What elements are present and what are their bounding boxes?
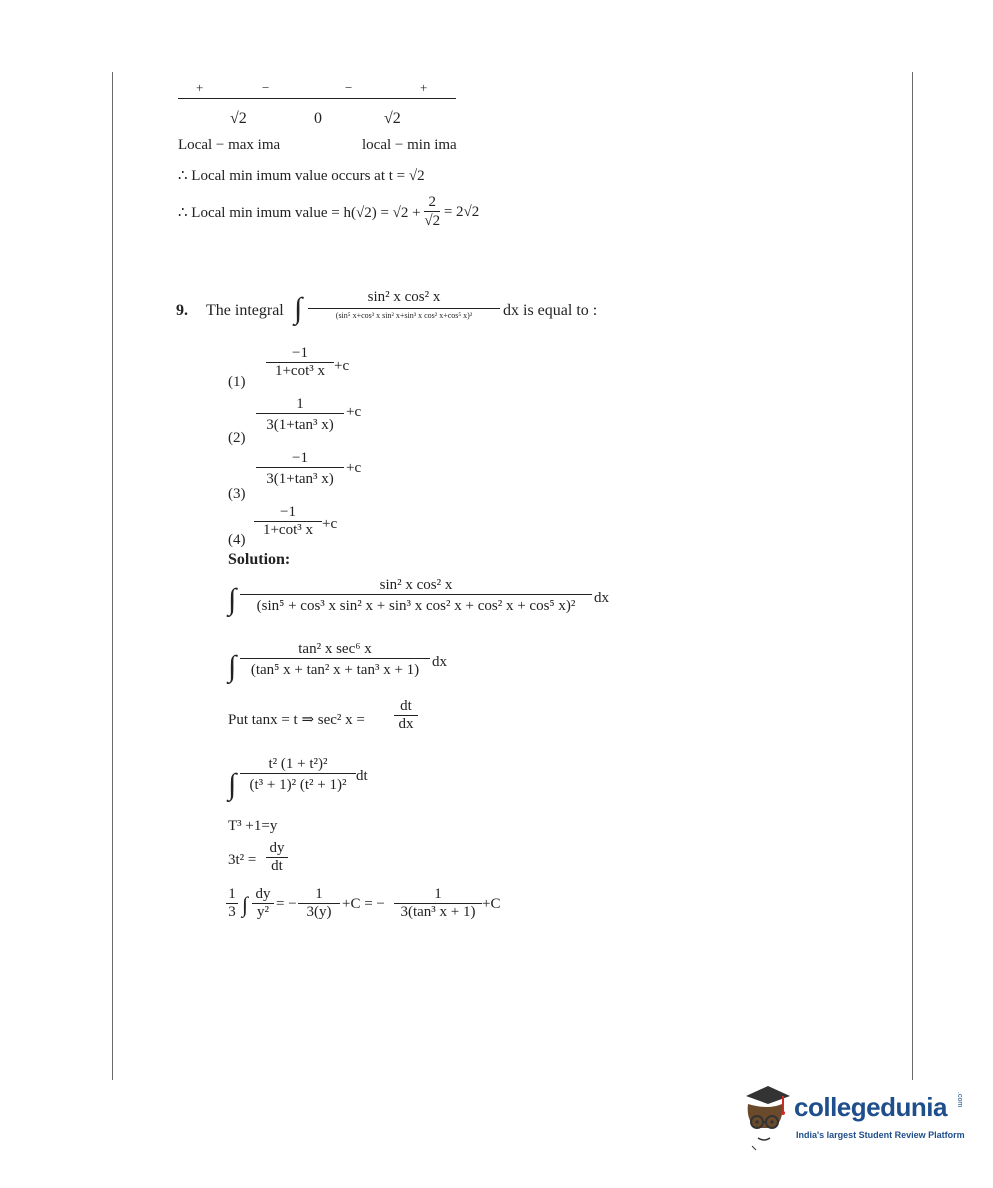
graduate-mascot-icon: [738, 1082, 792, 1152]
question-text: The integral: [206, 302, 284, 319]
step-1-fraction: [240, 577, 592, 615]
option-1-label: (1): [228, 374, 246, 390]
step-3-num: t² (1 + t²)²: [268, 756, 328, 772]
option-4-tail: +c: [322, 516, 338, 532]
number-line: [178, 98, 456, 99]
step-2-fraction: [240, 641, 430, 679]
dt-dx-fraction: [394, 698, 418, 733]
left-margin-line: [112, 72, 113, 1080]
step-2-num: tan² x sec⁶ x: [298, 641, 372, 657]
option-3-tail: +c: [346, 460, 362, 476]
one-over-3y-fraction: [298, 886, 340, 921]
frac1-den: 3(y): [298, 903, 340, 921]
frac2-den: 3(tan³ x + 1): [394, 903, 482, 921]
option-4-fraction: [254, 504, 322, 539]
dx-den: dx: [394, 715, 418, 733]
option-3-num: −1: [292, 450, 308, 466]
label-local-minima: local − min ima: [362, 137, 457, 153]
option-4-num: −1: [280, 504, 296, 520]
right-margin-line: [912, 72, 913, 1080]
sign-2: −: [262, 80, 270, 95]
coef-num: 1: [228, 886, 236, 902]
option-1-tail: +c: [334, 358, 350, 374]
frac2-num: 1: [434, 886, 442, 902]
integrand-numerator: sin² x cos² x: [367, 289, 441, 305]
integral-sign: ∫: [294, 292, 303, 325]
integrand-denominator: (sin⁵ x+cos³ x sin² x+sin³ x cos² x+cos⁵ x)²: [308, 308, 500, 320]
derivative-lhs: 3t² =: [228, 852, 257, 868]
question-text-after: dx is equal to :: [503, 302, 598, 319]
step-2-dx: dx: [432, 654, 447, 670]
collegedunia-logo[interactable]: [738, 1082, 968, 1152]
option-3-label: (3): [228, 486, 246, 502]
step-3-dt: dt: [356, 768, 368, 784]
frac1-num: 1: [315, 886, 323, 902]
one-third-fraction: [226, 886, 238, 921]
dy-y2-num: dy: [255, 886, 271, 902]
option-1-den: 1+cot³ x: [266, 362, 334, 380]
step-1-den: (sin⁵ + cos³ x sin² x + sin³ x cos² x + cos² x + cos⁵ x)²: [240, 594, 592, 615]
point-right: √2: [384, 110, 401, 127]
dy-y2-den: y²: [252, 903, 274, 921]
option-1-num: −1: [292, 345, 308, 361]
integral-sign: ∫: [228, 768, 237, 801]
dt-den: dt: [266, 857, 288, 875]
label-local-maxima: Local − max ima: [178, 137, 281, 153]
minimum-value-line: [178, 194, 479, 231]
option-2-label: (2): [228, 430, 246, 446]
integral-sign: ∫: [228, 650, 237, 683]
option-3-fraction: [256, 450, 344, 488]
one-over-3tan-fraction: [394, 886, 482, 921]
fraction-den: √2: [424, 213, 441, 230]
step-1-dx: dx: [594, 590, 609, 606]
step-3-fraction: [240, 756, 356, 794]
step-1-num: sin² x cos² x: [379, 577, 453, 593]
option-4-label: (4): [228, 532, 246, 548]
step-2-den: (tan⁵ x + tan² x + tan³ x + 1): [240, 658, 430, 679]
option-4-den: 1+cot³ x: [254, 521, 322, 539]
option-3-den: 3(1+tan³ x): [256, 467, 344, 488]
option-2-num: 1: [296, 396, 304, 412]
minimum-value-prefix: ∴ Local min imum value = h(√2) = √2 +: [178, 204, 421, 221]
option-2-den: 3(1+tan³ x): [256, 413, 344, 434]
substitution-y: T³ +1=y: [228, 818, 278, 834]
sign-3: −: [345, 80, 353, 95]
equals-minus-1: = −: [276, 896, 297, 912]
logo-domain-suffix: .com: [956, 1092, 963, 1108]
option-2-tail: +c: [346, 404, 362, 420]
sign-1: +: [196, 80, 204, 95]
fraction-num: 2: [428, 194, 436, 210]
logo-tagline: India's largest Student Review Platform: [796, 1130, 965, 1140]
final-plus-c: +C: [482, 896, 501, 912]
question-number: 9.: [176, 302, 188, 319]
substitution-text: Put tanx = t ⇒ sec² x =: [228, 712, 365, 728]
option-2-fraction: [256, 396, 344, 434]
dt-num: dt: [400, 698, 412, 714]
dy-dt-fraction: [266, 840, 288, 875]
integral-sign: ∫: [228, 583, 237, 616]
solution-heading: Solution:: [228, 551, 291, 568]
point-middle: 0: [314, 110, 322, 127]
coef-den: 3: [226, 903, 238, 921]
dy-y2-fraction: [252, 886, 274, 921]
option-1-fraction: [266, 345, 334, 380]
point-left: √2: [230, 110, 247, 127]
dy-num: dy: [269, 840, 285, 856]
sign-4: +: [420, 80, 428, 95]
step-3-den: (t³ + 1)² (t² + 1)²: [240, 773, 356, 794]
integral-sign: ∫: [242, 892, 249, 917]
minimum-value-fraction: [424, 194, 440, 231]
plus-c-equals-minus: +C = −: [342, 896, 385, 912]
logo-wordmark: collegedunia: [794, 1092, 947, 1122]
minimum-value-suffix: = 2√2: [443, 203, 480, 220]
minimum-occurs-line: ∴ Local min imum value occurs at t = √2: [178, 168, 425, 184]
question-integrand: [308, 289, 500, 320]
